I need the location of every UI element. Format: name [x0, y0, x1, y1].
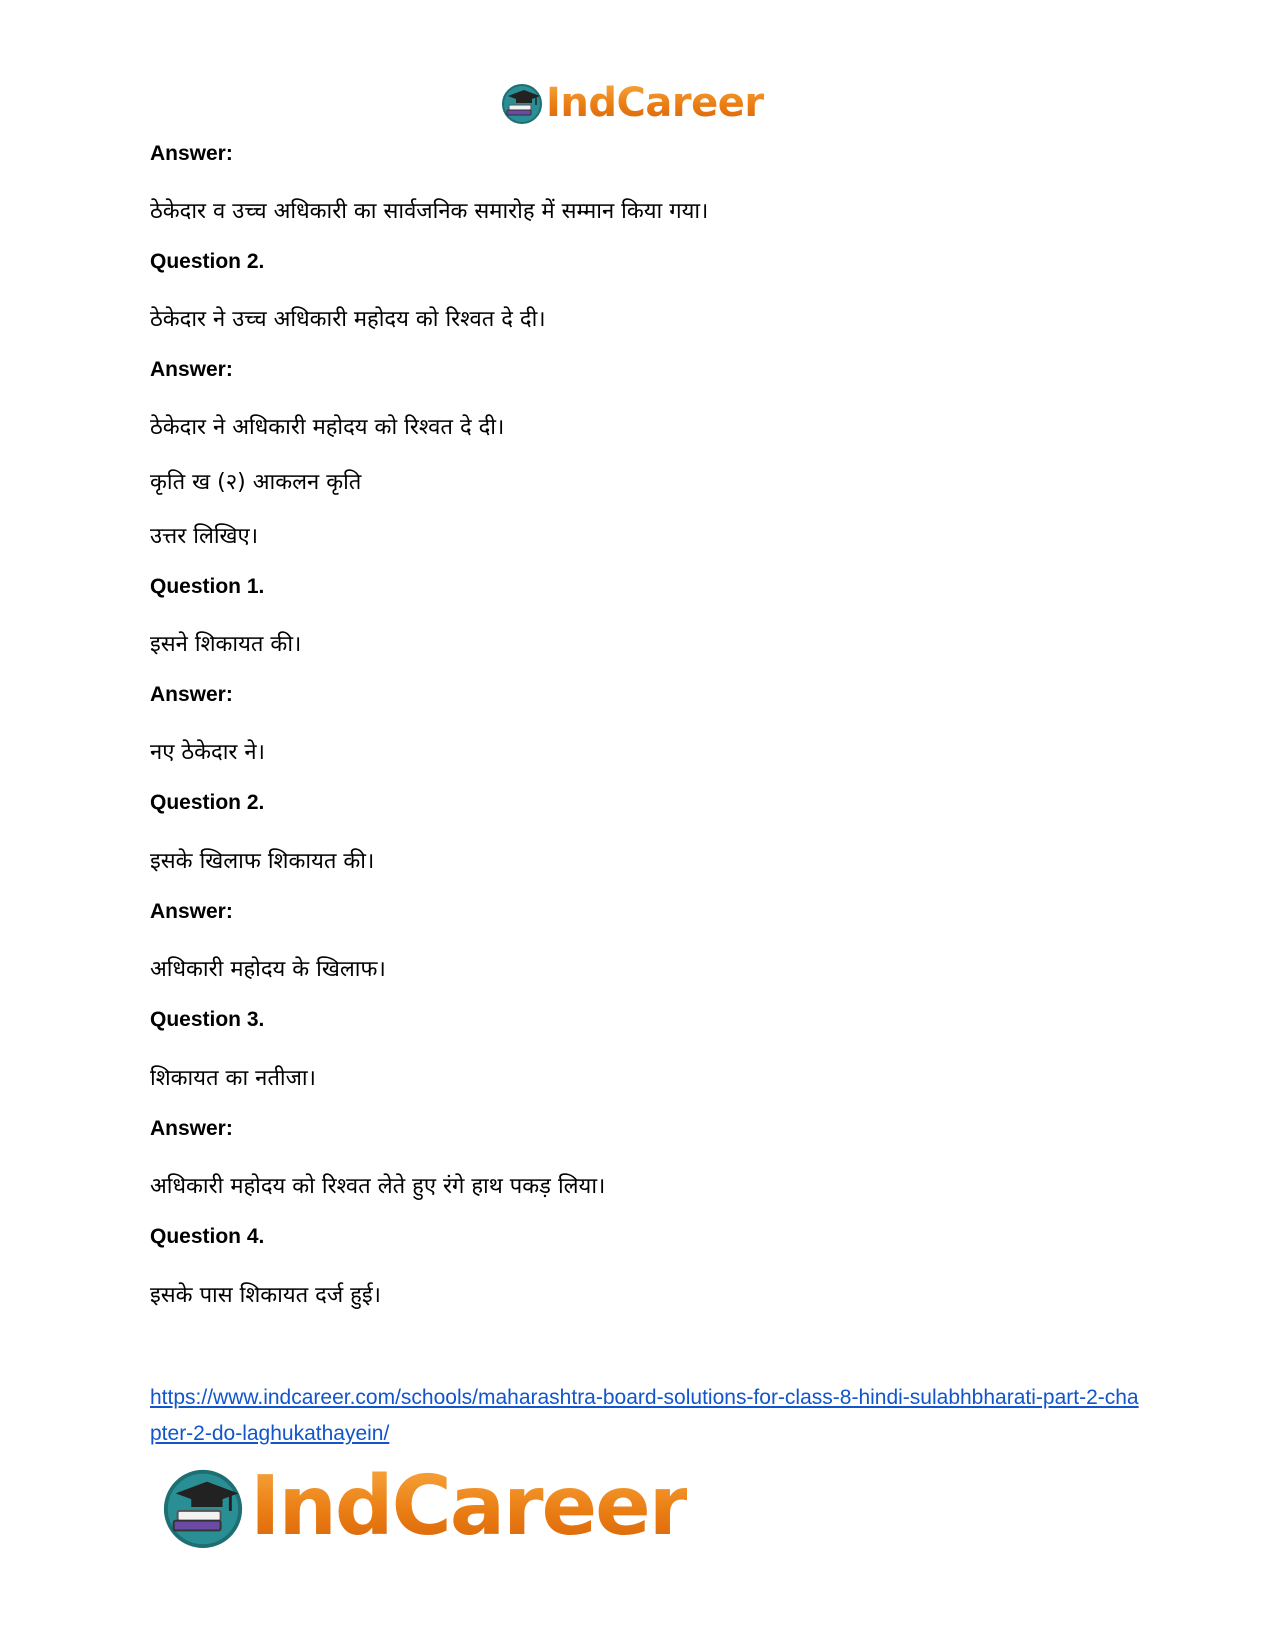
answer-label: Answer:: [150, 1117, 233, 1140]
answer-text: अधिकारी महोदय को रिश्वत लेते हुए रंगे हाथ पकड़ लिया।: [150, 1174, 606, 1199]
question-label: Question 2.: [150, 791, 265, 814]
question-text: इसके पास शिकायत दर्ज हुई।: [150, 1283, 381, 1308]
instruction-text: उत्तर लिखिए।: [150, 524, 259, 549]
answer-label: Answer:: [150, 142, 233, 165]
question-text: शिकायत का नतीजा।: [150, 1066, 316, 1091]
answer-text: ठेकेदार व उच्च अधिकारी का सार्वजनिक समारोह में सम्मान किया गया।: [150, 199, 709, 224]
answer-label: Answer:: [150, 900, 233, 923]
source-link[interactable]: https://www.indcareer.com/schools/maharashtra-board-solutions-for-class-8-hindi-sulabhbharati-part-2-chapter-2-do-laghukathayein/: [150, 1386, 1139, 1445]
question-text: ठेकेदार ने उच्च अधिकारी महोदय को रिश्वत दे दी।: [150, 307, 546, 332]
graduation-book-icon: [500, 81, 544, 125]
question-label: Question 2.: [150, 250, 265, 273]
header-logo: [500, 78, 764, 128]
graduation-book-icon: [160, 1464, 246, 1550]
question-label: Question 3.: [150, 1008, 265, 1031]
question-label: Question 4.: [150, 1225, 265, 1248]
header-logo-text: IndCareer: [546, 80, 764, 126]
question-text: इसने शिकायत की।: [150, 632, 302, 657]
answer-text: ठेकेदार ने अधिकारी महोदय को रिश्वत दे दी।: [150, 415, 505, 440]
section-heading: कृति ख (२) आकलन कृति: [150, 470, 362, 495]
answer-label: Answer:: [150, 683, 233, 706]
question-text: इसके खिलाफ शिकायत की।: [150, 849, 375, 874]
answer-text: अधिकारी महोदय के खिलाफ।: [150, 957, 386, 982]
answer-text: नए ठेकेदार ने।: [150, 740, 265, 765]
footer-logo-text: IndCareer: [250, 1459, 688, 1554]
footer-logo: [160, 1459, 688, 1554]
answer-label: Answer:: [150, 358, 233, 381]
question-label: Question 1.: [150, 575, 265, 598]
